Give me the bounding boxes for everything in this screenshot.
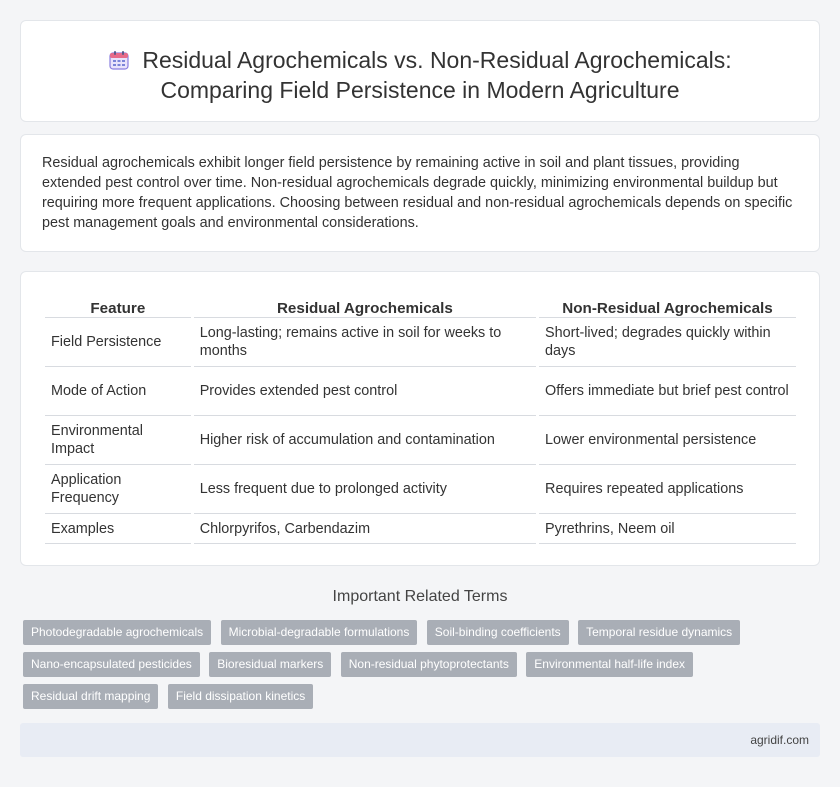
non-residual-cell: Requires repeated applications	[539, 465, 796, 514]
residual-cell: Provides extended pest control	[194, 367, 536, 416]
related-term-tag[interactable]: Temporal residue dynamics	[578, 620, 740, 645]
comparison-table-card	[20, 271, 820, 566]
non-residual-cell: Lower environmental persistence	[539, 416, 796, 465]
related-term-tag[interactable]: Soil-binding coefficients	[427, 620, 569, 645]
non-residual-cell: Offers immediate but brief pest control	[539, 367, 796, 416]
related-term-tag[interactable]: Bioresidual markers	[209, 652, 331, 677]
table-row	[45, 514, 796, 544]
feature-cell: Environmental Impact	[45, 416, 191, 465]
related-terms-tags	[23, 620, 823, 716]
header-feature: Feature	[45, 296, 191, 318]
feature-cell: Field Persistence	[45, 318, 191, 367]
header-residual: Residual Agrochemicals	[194, 296, 536, 318]
title-line-2: Comparing Field Persistence in Modern Agriculture	[160, 77, 680, 103]
title-card	[20, 20, 820, 122]
header-non-residual: Non-Residual Agrochemicals	[539, 296, 796, 318]
table-row	[45, 416, 796, 465]
residual-cell: Less frequent due to prolonged activity	[194, 465, 536, 514]
feature-cell: Examples	[45, 514, 191, 544]
table-row	[45, 465, 796, 514]
related-term-tag[interactable]: Field dissipation kinetics	[168, 684, 313, 709]
table-row	[45, 318, 796, 367]
feature-cell: Application Frequency	[45, 465, 191, 514]
comparison-table	[42, 296, 799, 544]
non-residual-cell: Pyrethrins, Neem oil	[539, 514, 796, 544]
footer-site-link[interactable]: agridif.com	[750, 733, 809, 747]
related-term-tag[interactable]: Nano-encapsulated pesticides	[23, 652, 200, 677]
related-term-tag[interactable]: Environmental half-life index	[526, 652, 693, 677]
table-header-row	[45, 296, 796, 318]
feature-cell: Mode of Action	[45, 367, 191, 416]
residual-cell: Long-lasting; remains active in soil for weeks to months	[194, 318, 536, 367]
residual-cell: Higher risk of accumulation and contamination	[194, 416, 536, 465]
title-line-1: Residual Agrochemicals vs. Non-Residual Agrochemicals:	[142, 47, 732, 73]
related-term-tag[interactable]: Non-residual phytoprotectants	[341, 652, 517, 677]
residual-cell: Chlorpyrifos, Carbendazim	[194, 514, 536, 544]
calendar-icon	[108, 49, 130, 71]
summary-text: Residual agrochemicals exhibit longer field persistence by remaining active in soil and plant tissues, providing extended pest control over time. Non-residual agrochemicals degrade quickly, minimizing environmental buildup but requiring more frequent applications. Choosing between residual and non-residual agrochemicals depends on specific pest management goals and environmental considerations.	[42, 155, 793, 231]
table-row	[45, 367, 796, 416]
page-title	[21, 45, 819, 105]
related-term-tag[interactable]: Photodegradable agrochemicals	[23, 620, 211, 645]
related-term-tag[interactable]: Residual drift mapping	[23, 684, 158, 709]
non-residual-cell: Short-lived; degrades quickly within days	[539, 318, 796, 367]
related-terms-title: Important Related Terms	[332, 588, 508, 605]
footer	[20, 723, 820, 757]
related-term-tag[interactable]: Microbial-degradable formulations	[221, 620, 418, 645]
summary-card	[20, 134, 820, 252]
